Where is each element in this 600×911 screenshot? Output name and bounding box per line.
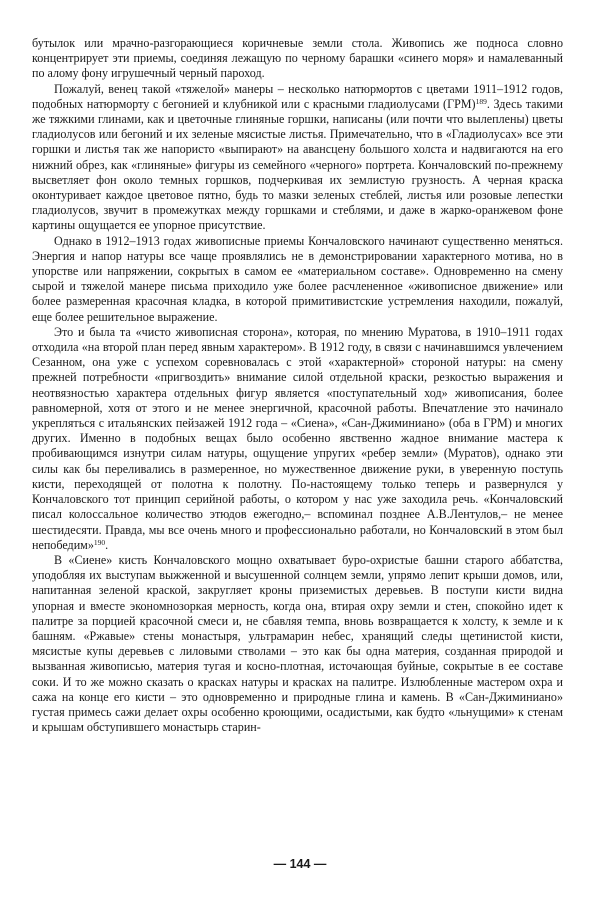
paragraph-3-text: Однако в 1912–1913 годах живописные приемы Кончаловского начинают существенно меняться. Энергия и напор натуры все чаще проявлялись не в демонстрировании характерного мотива, но в упорстве или напряжении, сокрытых в самом ее «материальном составе». Одновременно на смену сырой и тяжелой манере письма приходило уже более расчлененное «живописное движение» или более размеренная красочная кладка, в которой примитивистские устремления находили, пожалуй, еще более решительное выражение. xyxy=(32,233,563,324)
paragraph-1 xyxy=(32,36,563,82)
paragraph-5-text: В «Сиене» кисть Кончаловского мощно охватывает буро-охристые башни старого аббатства, уподобляя их выступам выжженной и высушенной солнцем земли, упрямо лепит крыши домов, или, напитанная зеленой краской, закругляет кроны приземистых деревьев. В поступи кисти видна упорная и вместе экономнозоркая мерность, когда она, втирая охру земли и стен, спокойно идет к палитре за порцией красочной смеси и, не сбавляя темпа, вновь возвращается к холсту, к земле и к башням. «Ржавые» стены монастыря, ультрамарин небес, хранящий следы щетинистой кисти, мясистые купы деревьев с лиловыми стволами – это как бы одна материя, созданная природой и вызванная живописью, материя тугая и косно-плотная, источающая буйные, сокрытые в ее составе соки. И то же можно сказать о красках натуры и красках на палитре. Излюбленные мастером охра и сажа на конце его кисти – это одновременно и природные глина и камень. В «Сан-Джиминиано» густая примесь сажи делает охры особенно кроющими, осадистыми, как будто «льнущими» к стенам и крышам обступившего монастырь старин- xyxy=(32,552,563,735)
paragraph-2-text: Пожалуй, венец такой «тяжелой» манеры – несколько натюрмортов с цветами 1911–1912 годов, подобных натюрморту с бегонией и клубникой или с красными гладиолусами (ГРМ) xyxy=(32,81,563,111)
page-body xyxy=(32,36,563,735)
paragraph-4-text: Это и была та «чисто живописная сторона», которая, по мнению Муратова, в 1910–1911 годах отходила «на второй план перед явным характером». В 1912 году, в связи с начинавшимся увлечением Сезанном, она уже с успехом соревновалась с этой «характерной» стороной натуры: на смену прежней потребности «пригвоздить» внимание силой отдельной краски, резкостью выражения и неотвязностью характера отдельных фигур является «поступательный ход» живописания, более равномерной, хотя от этого и не менее энергичной, красочной работы. Впечатление это начинало укрепляться с итальянских пейзажей 1912 года – «Сиена», «Сан-Джиминиано» (оба в ГРМ) и многих других. Именно в подобных вещах было особенно явственно жадное внимание мастера к пробивающимся изнутри силам натуры, ощущение упругих «ребер земли» (Муратов), однако эти силы как бы переливались в размеренное, но мужественное движение руки, в уверенную поступь кисти, переходящей от полотна к полотну. По-настоящему только теперь и развернулся у Кончаловского тот принцип серийной работы, о котором у нас уже заходила речь. «Кончаловский писал колоссальное количество этюдов ежегодно,– вспоминал позднее А.В.Лентулов,– не менее шестидесяти. Правда, мы все очень много и профессионально работали, но Кончаловский в этом был непобедим» xyxy=(32,324,563,552)
paragraph-4-text-after: . xyxy=(105,537,109,552)
paragraph-4 xyxy=(32,325,563,553)
paragraph-5 xyxy=(32,553,563,735)
paragraph-2-text-after: . Здесь такими же тяжкими глинами, как и цветочные глиняные горшки, написаны (или почти что вылеплены) цветы гладиолусов или бегоний и их зеленые мясистые листья. Примечательно, что в «Гладиолусах» все эти горшки и листья так же напористо «выпирают» на авансцену большого холста и надвигаются на его нижний обрез, как «глиняные» фигуры из семейного «черного» портрета. Кончаловский по-прежнему высветляет фон около темных горшков, подчеркивая их землистую грузность. А черная краска оконтуривает каждое цветовое пятно, будь то мазки зеленых стеблей, листья или розовые лепестки гладиолусов, звучит в промежутках между горшками и стеблями, и даже в жарко-оранжевом фоне картины ощущается ее упорное присутствие. xyxy=(32,96,563,233)
paragraph-1-text: бутылок или мрачно-разгорающиеся коричневые земли стола. Живопись же подноса словно концентрирует эти приемы, соединяя лежащую по черному барашки «синего моря» и намалеванный по алому фону игрушечный черный пароход. xyxy=(32,36,563,81)
footnote-ref-189[interactable]: 189 xyxy=(475,96,487,106)
paragraph-2 xyxy=(32,82,563,234)
page-number: — 144 — xyxy=(273,857,327,871)
footnote-ref-190[interactable]: 190 xyxy=(93,537,106,547)
paragraph-3 xyxy=(32,234,563,325)
